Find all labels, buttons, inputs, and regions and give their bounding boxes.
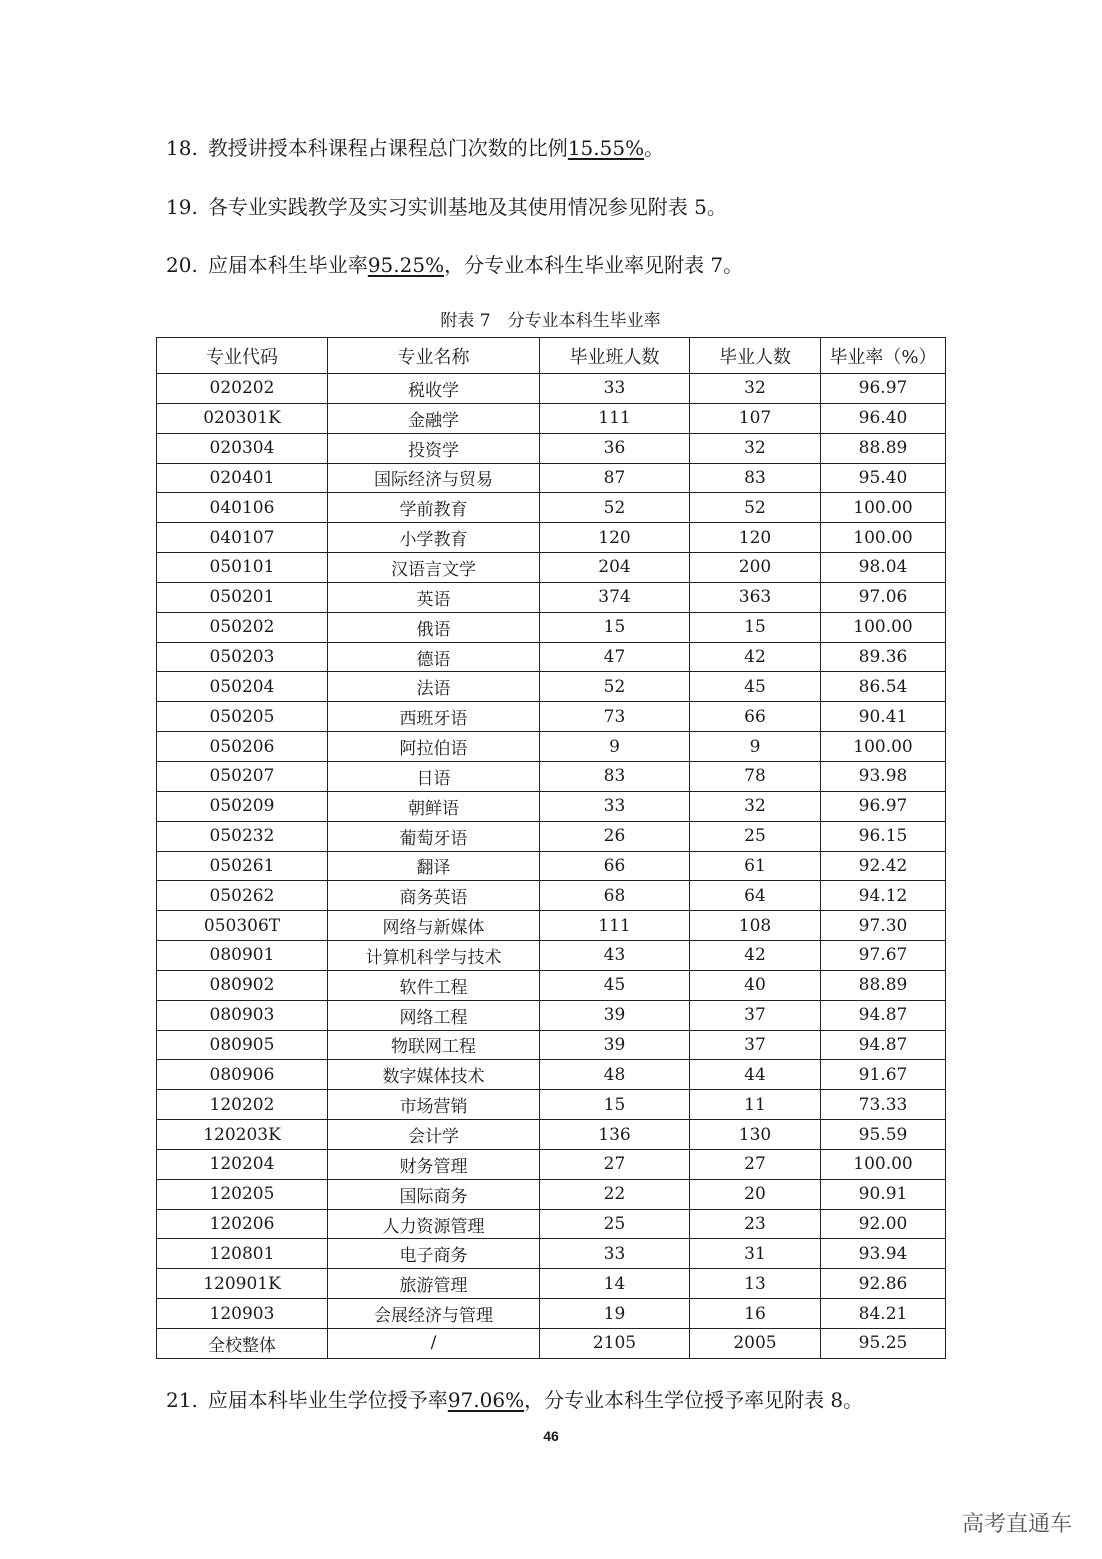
cell-graduates: 32 bbox=[690, 791, 821, 821]
cell-major-code: 120206 bbox=[157, 1209, 328, 1239]
table-row bbox=[157, 582, 946, 612]
paragraph-text-end: ，分专业本科生毕业率见附表 7。 bbox=[444, 253, 744, 277]
cell-graduation-rate: 98.04 bbox=[821, 553, 946, 583]
cell-graduates: 107 bbox=[690, 403, 821, 433]
cell-graduates: 44 bbox=[690, 1060, 821, 1090]
cell-graduation-rate: 96.40 bbox=[821, 403, 946, 433]
cell-major-name: 俄语 bbox=[328, 612, 540, 642]
cell-class-size: 14 bbox=[540, 1269, 690, 1299]
paragraph-19 bbox=[166, 193, 727, 221]
cell-graduation-rate: 95.25 bbox=[821, 1329, 946, 1359]
table-row bbox=[157, 612, 946, 642]
cell-class-size: 33 bbox=[540, 791, 690, 821]
header-graduates: 毕业人数 bbox=[690, 338, 821, 374]
cell-graduates: 45 bbox=[690, 672, 821, 702]
cell-major-name: 电子商务 bbox=[328, 1239, 540, 1269]
cell-major-code: 050203 bbox=[157, 642, 328, 672]
table-row bbox=[157, 553, 946, 583]
table-row bbox=[157, 1299, 946, 1329]
cell-class-size: 15 bbox=[540, 1090, 690, 1120]
cell-graduation-rate: 88.89 bbox=[821, 970, 946, 1000]
table-row bbox=[157, 1090, 946, 1120]
cell-major-name: 国际经济与贸易 bbox=[328, 463, 540, 493]
cell-class-size: 43 bbox=[540, 941, 690, 971]
cell-class-size: 87 bbox=[540, 463, 690, 493]
cell-major-name: 税收学 bbox=[328, 374, 540, 404]
cell-major-code: 120202 bbox=[157, 1090, 328, 1120]
cell-graduates: 13 bbox=[690, 1269, 821, 1299]
cell-class-size: 52 bbox=[540, 672, 690, 702]
cell-graduation-rate: 94.12 bbox=[821, 881, 946, 911]
table-row bbox=[157, 1179, 946, 1209]
table-row bbox=[157, 463, 946, 493]
cell-major-name: 网络工程 bbox=[328, 1000, 540, 1030]
cell-major-name: 法语 bbox=[328, 672, 540, 702]
cell-major-name: 汉语言文学 bbox=[328, 553, 540, 583]
cell-major-code: 050261 bbox=[157, 851, 328, 881]
cell-major-code: 080905 bbox=[157, 1030, 328, 1060]
cell-graduates: 37 bbox=[690, 1000, 821, 1030]
cell-class-size: 374 bbox=[540, 582, 690, 612]
cell-class-size: 68 bbox=[540, 881, 690, 911]
cell-graduation-rate: 89.36 bbox=[821, 642, 946, 672]
degree-rate-value: 97.06% bbox=[447, 1388, 525, 1412]
cell-major-code: 080903 bbox=[157, 1000, 328, 1030]
cell-graduation-rate: 96.97 bbox=[821, 791, 946, 821]
cell-graduates: 27 bbox=[690, 1149, 821, 1179]
graduation-rate-value: 95.25% bbox=[367, 253, 445, 277]
cell-graduation-rate: 100.00 bbox=[821, 493, 946, 523]
cell-class-size: 39 bbox=[540, 1030, 690, 1060]
cell-class-size: 33 bbox=[540, 374, 690, 404]
cell-class-size: 26 bbox=[540, 821, 690, 851]
table-row bbox=[157, 1030, 946, 1060]
cell-class-size: 36 bbox=[540, 433, 690, 463]
paragraph-number: 20. bbox=[166, 253, 198, 277]
cell-graduation-rate: 97.06 bbox=[821, 582, 946, 612]
cell-major-name: 学前教育 bbox=[328, 493, 540, 523]
cell-graduation-rate: 100.00 bbox=[821, 612, 946, 642]
cell-major-name: 日语 bbox=[328, 761, 540, 791]
table-caption: 附表 7 分专业本科生毕业率 bbox=[440, 311, 661, 331]
paragraph-text-end: 。 bbox=[644, 136, 665, 160]
cell-graduation-rate: 90.91 bbox=[821, 1179, 946, 1209]
paragraph-text: 教授讲授本科课程占课程总门次数的比例 bbox=[207, 136, 568, 160]
cell-major-code: 120204 bbox=[157, 1149, 328, 1179]
cell-major-name: 英语 bbox=[328, 582, 540, 612]
header-major-code: 专业代码 bbox=[157, 338, 328, 374]
cell-class-size: 47 bbox=[540, 642, 690, 672]
cell-graduates: 83 bbox=[690, 463, 821, 493]
cell-graduation-rate: 100.00 bbox=[821, 1149, 946, 1179]
cell-major-code: 050232 bbox=[157, 821, 328, 851]
cell-major-name: 会展经济与管理 bbox=[328, 1299, 540, 1329]
table-row bbox=[157, 1060, 946, 1090]
cell-class-size: 136 bbox=[540, 1120, 690, 1150]
cell-major-name: 小学教育 bbox=[328, 523, 540, 553]
cell-class-size: 120 bbox=[540, 523, 690, 553]
cell-major-code: 050262 bbox=[157, 881, 328, 911]
header-class-size: 毕业班人数 bbox=[540, 338, 690, 374]
cell-graduates: 20 bbox=[690, 1179, 821, 1209]
cell-graduates: 120 bbox=[690, 523, 821, 553]
table-row bbox=[157, 433, 946, 463]
cell-graduates: 40 bbox=[690, 970, 821, 1000]
cell-graduates: 25 bbox=[690, 821, 821, 851]
cell-class-size: 48 bbox=[540, 1060, 690, 1090]
cell-graduation-rate: 92.00 bbox=[821, 1209, 946, 1239]
table-row bbox=[157, 911, 946, 941]
cell-class-size: 66 bbox=[540, 851, 690, 881]
cell-graduates: 16 bbox=[690, 1299, 821, 1329]
cell-graduation-rate: 93.98 bbox=[821, 761, 946, 791]
cell-graduates: 2005 bbox=[690, 1329, 821, 1359]
table-row bbox=[157, 374, 946, 404]
cell-major-name: 阿拉伯语 bbox=[328, 732, 540, 762]
cell-major-code: 050206 bbox=[157, 732, 328, 762]
paragraph-20 bbox=[166, 251, 743, 279]
table-row bbox=[157, 642, 946, 672]
cell-major-name: 软件工程 bbox=[328, 970, 540, 1000]
watermark: 高考直通车 bbox=[961, 1512, 1072, 1537]
table-row bbox=[157, 493, 946, 523]
cell-major-code: 120203K bbox=[157, 1120, 328, 1150]
cell-graduates: 42 bbox=[690, 941, 821, 971]
paragraph-text: 应届本科毕业生学位授予率 bbox=[207, 1388, 448, 1412]
cell-class-size: 33 bbox=[540, 1239, 690, 1269]
cell-class-size: 45 bbox=[540, 970, 690, 1000]
cell-major-name: 人力资源管理 bbox=[328, 1209, 540, 1239]
cell-major-code: 020401 bbox=[157, 463, 328, 493]
cell-graduation-rate: 88.89 bbox=[821, 433, 946, 463]
cell-major-code: 050204 bbox=[157, 672, 328, 702]
cell-graduation-rate: 96.97 bbox=[821, 374, 946, 404]
cell-major-name: 翻译 bbox=[328, 851, 540, 881]
cell-class-size: 15 bbox=[540, 612, 690, 642]
cell-graduation-rate: 73.33 bbox=[821, 1090, 946, 1120]
paragraph-text: 应届本科生毕业率 bbox=[207, 253, 368, 277]
cell-graduation-rate: 90.41 bbox=[821, 702, 946, 732]
cell-class-size: 22 bbox=[540, 1179, 690, 1209]
table-row bbox=[157, 941, 946, 971]
cell-class-size: 83 bbox=[540, 761, 690, 791]
cell-graduates: 42 bbox=[690, 642, 821, 672]
cell-major-code: 120801 bbox=[157, 1239, 328, 1269]
page-number: 46 bbox=[543, 1428, 559, 1444]
cell-graduates: 66 bbox=[690, 702, 821, 732]
cell-major-name: 德语 bbox=[328, 642, 540, 672]
cell-major-name: 国际商务 bbox=[328, 1179, 540, 1209]
cell-graduation-rate: 93.94 bbox=[821, 1239, 946, 1269]
paragraph-number: 19. bbox=[166, 195, 198, 219]
cell-graduates: 78 bbox=[690, 761, 821, 791]
cell-graduates: 32 bbox=[690, 433, 821, 463]
paragraph-number: 18. bbox=[166, 136, 198, 160]
cell-major-code: 050201 bbox=[157, 582, 328, 612]
table-row bbox=[157, 1000, 946, 1030]
paragraph-18 bbox=[166, 134, 664, 162]
table-row bbox=[157, 1209, 946, 1239]
table-header-row bbox=[157, 338, 946, 374]
cell-graduates: 23 bbox=[690, 1209, 821, 1239]
table-row bbox=[157, 672, 946, 702]
paragraph-number: 21. bbox=[166, 1388, 198, 1412]
paragraph-text-end: ，分专业本科生学位授予率见附表 8。 bbox=[524, 1388, 864, 1412]
cell-graduates: 32 bbox=[690, 374, 821, 404]
cell-major-code: 050202 bbox=[157, 612, 328, 642]
cell-major-name: 财务管理 bbox=[328, 1149, 540, 1179]
cell-class-size: 73 bbox=[540, 702, 690, 732]
cell-major-name: 金融学 bbox=[328, 403, 540, 433]
cell-graduates: 200 bbox=[690, 553, 821, 583]
professor-teaching-ratio-value: 15.55% bbox=[567, 136, 645, 160]
cell-major-code: 050205 bbox=[157, 702, 328, 732]
cell-major-name: 网络与新媒体 bbox=[328, 911, 540, 941]
cell-graduation-rate: 86.54 bbox=[821, 672, 946, 702]
cell-major-name: 商务英语 bbox=[328, 881, 540, 911]
cell-major-code: 040107 bbox=[157, 523, 328, 553]
cell-major-name: 市场营销 bbox=[328, 1090, 540, 1120]
cell-major-name: 旅游管理 bbox=[328, 1269, 540, 1299]
cell-major-code: 120903 bbox=[157, 1299, 328, 1329]
cell-major-name: 物联网工程 bbox=[328, 1030, 540, 1060]
cell-graduates: 130 bbox=[690, 1120, 821, 1150]
cell-graduation-rate: 95.40 bbox=[821, 463, 946, 493]
cell-graduation-rate: 92.86 bbox=[821, 1269, 946, 1299]
cell-graduation-rate: 96.15 bbox=[821, 821, 946, 851]
cell-graduation-rate: 91.67 bbox=[821, 1060, 946, 1090]
cell-major-code: 120901K bbox=[157, 1269, 328, 1299]
cell-graduation-rate: 92.42 bbox=[821, 851, 946, 881]
cell-graduates: 61 bbox=[690, 851, 821, 881]
cell-class-size: 25 bbox=[540, 1209, 690, 1239]
paragraph-text: 各专业实践教学及实习实训基地及其使用情况参见附表 5。 bbox=[207, 195, 727, 219]
cell-major-name: / bbox=[328, 1329, 540, 1359]
cell-major-name: 计算机科学与技术 bbox=[328, 941, 540, 971]
cell-graduates: 31 bbox=[690, 1239, 821, 1269]
cell-major-code: 040106 bbox=[157, 493, 328, 523]
paragraph-21 bbox=[166, 1386, 863, 1414]
cell-class-size: 2105 bbox=[540, 1329, 690, 1359]
cell-class-size: 27 bbox=[540, 1149, 690, 1179]
cell-major-code: 050101 bbox=[157, 553, 328, 583]
cell-major-code: 020202 bbox=[157, 374, 328, 404]
header-graduation-rate: 毕业率（%） bbox=[821, 338, 946, 374]
table-row bbox=[157, 1329, 946, 1359]
cell-graduates: 64 bbox=[690, 881, 821, 911]
table-row bbox=[157, 1149, 946, 1179]
cell-graduates: 108 bbox=[690, 911, 821, 941]
cell-major-code: 050306T bbox=[157, 911, 328, 941]
cell-major-code: 050209 bbox=[157, 791, 328, 821]
table-row bbox=[157, 1269, 946, 1299]
cell-graduates: 363 bbox=[690, 582, 821, 612]
table-row bbox=[157, 821, 946, 851]
cell-graduates: 52 bbox=[690, 493, 821, 523]
table-row bbox=[157, 523, 946, 553]
cell-class-size: 204 bbox=[540, 553, 690, 583]
cell-major-code: 020301K bbox=[157, 403, 328, 433]
cell-major-code: 120205 bbox=[157, 1179, 328, 1209]
table-row bbox=[157, 403, 946, 433]
table-row bbox=[157, 881, 946, 911]
cell-class-size: 9 bbox=[540, 732, 690, 762]
cell-class-size: 111 bbox=[540, 403, 690, 433]
cell-major-code: 080902 bbox=[157, 970, 328, 1000]
graduation-rate-table bbox=[156, 337, 946, 1359]
cell-graduates: 11 bbox=[690, 1090, 821, 1120]
cell-graduates: 9 bbox=[690, 732, 821, 762]
cell-graduation-rate: 97.30 bbox=[821, 911, 946, 941]
cell-major-code: 080906 bbox=[157, 1060, 328, 1090]
table-row bbox=[157, 732, 946, 762]
cell-major-code: 050207 bbox=[157, 761, 328, 791]
cell-major-name: 西班牙语 bbox=[328, 702, 540, 732]
table-row bbox=[157, 1239, 946, 1269]
cell-major-name: 葡萄牙语 bbox=[328, 821, 540, 851]
cell-graduation-rate: 100.00 bbox=[821, 732, 946, 762]
cell-major-code: 020304 bbox=[157, 433, 328, 463]
table-row bbox=[157, 851, 946, 881]
cell-class-size: 39 bbox=[540, 1000, 690, 1030]
cell-graduation-rate: 97.67 bbox=[821, 941, 946, 971]
cell-class-size: 19 bbox=[540, 1299, 690, 1329]
table-row bbox=[157, 970, 946, 1000]
cell-major-name: 数字媒体技术 bbox=[328, 1060, 540, 1090]
table-row bbox=[157, 702, 946, 732]
cell-major-name: 朝鲜语 bbox=[328, 791, 540, 821]
cell-class-size: 52 bbox=[540, 493, 690, 523]
cell-major-name: 投资学 bbox=[328, 433, 540, 463]
cell-graduation-rate: 94.87 bbox=[821, 1030, 946, 1060]
cell-graduation-rate: 94.87 bbox=[821, 1000, 946, 1030]
cell-graduation-rate: 95.59 bbox=[821, 1120, 946, 1150]
table-row bbox=[157, 761, 946, 791]
cell-class-size: 111 bbox=[540, 911, 690, 941]
cell-graduates: 15 bbox=[690, 612, 821, 642]
cell-graduation-rate: 84.21 bbox=[821, 1299, 946, 1329]
table-body bbox=[157, 374, 946, 1359]
cell-graduates: 37 bbox=[690, 1030, 821, 1060]
cell-major-name: 会计学 bbox=[328, 1120, 540, 1150]
cell-graduation-rate: 100.00 bbox=[821, 523, 946, 553]
table-row bbox=[157, 1120, 946, 1150]
cell-major-code: 全校整体 bbox=[157, 1329, 328, 1359]
header-major-name: 专业名称 bbox=[328, 338, 540, 374]
table-row bbox=[157, 791, 946, 821]
cell-major-code: 080901 bbox=[157, 941, 328, 971]
